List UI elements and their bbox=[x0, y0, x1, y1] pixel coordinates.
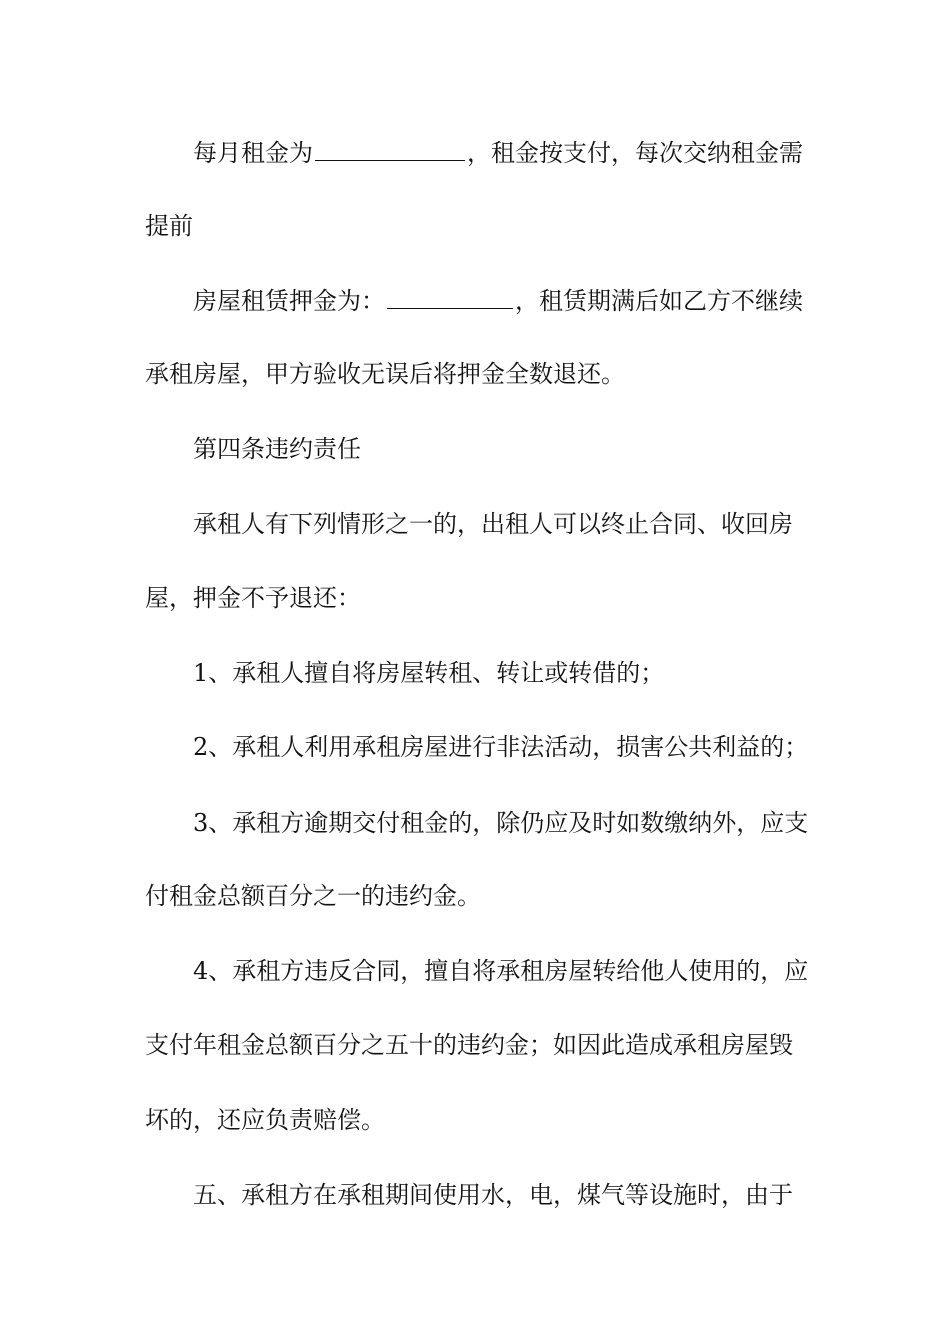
list-item-utilities: 五、承租方在承租期间使用水，电，煤气等设施时，由于 bbox=[193, 1181, 793, 1209]
list-item-illegal-activity: 2、承租人利用承租房屋进行非法活动，损害公共利益的； bbox=[193, 733, 809, 761]
termination-conditions-line: 承租人有下列情形之一的，出租人可以终止合同、收回房 bbox=[193, 510, 793, 538]
list-item-transfer: 4、承租方违反合同，擅自将承租房屋转给他人使用的，应 bbox=[193, 957, 809, 985]
rent-amount-label: 每月租金为 bbox=[193, 139, 313, 167]
list-item-transfer-continuation-2: 坏的，还应负责赔偿。 bbox=[145, 1106, 385, 1134]
section-heading-breach: 第四条违约责任 bbox=[193, 435, 361, 463]
list-item-transfer-continuation-1: 支付年租金总额百分之五十的违约金；如因此造成承租房屋毁 bbox=[145, 1031, 793, 1059]
deposit-return-line: 承租房屋，甲方验收无误后将押金全数退还。 bbox=[145, 360, 625, 388]
list-item-late-payment: 3、承租方逾期交付租金的，除仍应及时如数缴纳外，应支 bbox=[193, 809, 809, 837]
list-item-late-payment-continuation: 付租金总额百分之一的违约金。 bbox=[145, 882, 481, 910]
rent-amount-blank bbox=[315, 140, 465, 161]
rent-amount-line bbox=[193, 131, 810, 175]
rent-payment-continuation: 提前 bbox=[145, 212, 193, 240]
rent-amount-tail: ，租金按支付，每次交纳租金需 bbox=[467, 139, 803, 167]
deposit-blank bbox=[387, 288, 513, 309]
termination-conditions-continuation: 屋，押金不予退还： bbox=[145, 584, 361, 612]
deposit-line bbox=[193, 279, 810, 323]
deposit-label: 房屋租赁押金为： bbox=[193, 287, 385, 315]
deposit-tail: ，租赁期满后如乙方不继续 bbox=[515, 287, 803, 315]
list-item-sublet: 1、承租人擅自将房屋转租、转让或转借的； bbox=[193, 659, 665, 687]
